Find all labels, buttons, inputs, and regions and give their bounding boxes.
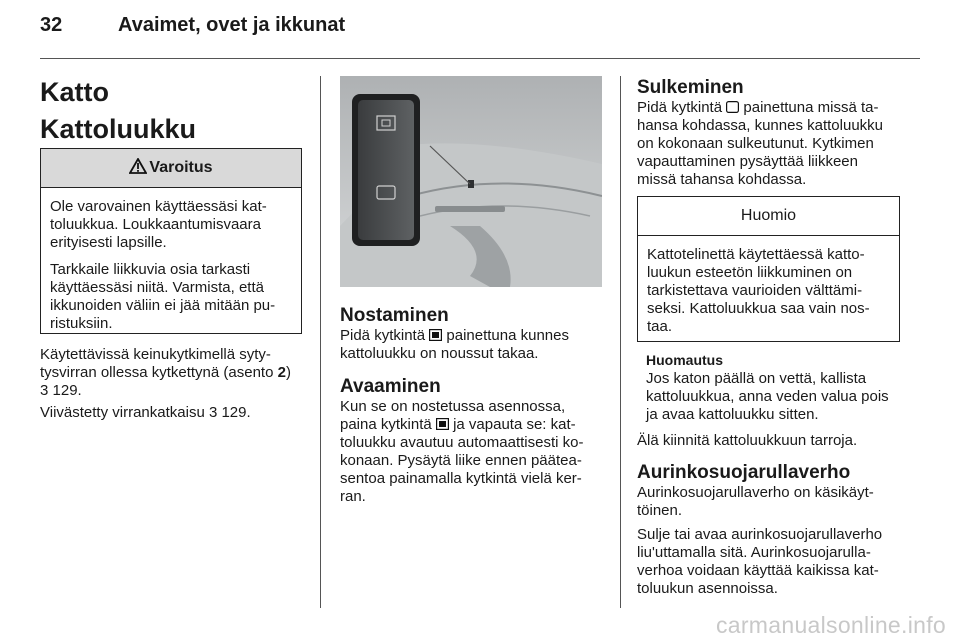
text-line: kattoluukkua, anna veden valua pois <box>646 388 889 405</box>
warning-line: toluukkua. Loukkaantumisvaara <box>50 216 261 233</box>
sulkeminen-text <box>637 99 922 189</box>
note-box <box>637 196 900 342</box>
warning-line: käyttäessäsi niitä. Varmista, että <box>50 279 264 296</box>
text-line: tysvirran ollessa kytkettynä (asento <box>40 364 278 381</box>
text-line: taa. <box>647 318 673 335</box>
text-line: missä tahansa kohdassa. <box>637 171 807 188</box>
text-line: toluukku avautuu automaattisesti ko- <box>340 434 584 451</box>
column-divider-1 <box>320 76 321 608</box>
page-reference-link[interactable]: 3 129. <box>40 382 82 399</box>
sticker-warning-text: Älä kiinnitä kattoluukkuun tarroja. <box>637 432 858 449</box>
text-line: konaan. Pysäytä liike ennen päätea- <box>340 452 582 469</box>
avaaminen-heading: Avaaminen <box>340 376 441 397</box>
sunblind-text-1 <box>637 484 922 520</box>
paragraph-rocker-switch <box>40 346 315 400</box>
warning-line: ristuksiin. <box>50 315 113 332</box>
text-line: töinen. <box>637 502 683 519</box>
warning-line: Tarkkaile liikkuvia osia tarkasti <box>50 261 251 278</box>
text-line: Sulje tai avaa aurinkosuojarullaverho <box>637 526 883 543</box>
text-line: paina kytkintä <box>340 416 432 433</box>
sunblind-heading: Aurinkosuojarullaverho <box>637 462 851 483</box>
warning-paragraph-2 <box>50 261 292 333</box>
warning-body <box>41 188 301 342</box>
sunblind-text-2 <box>637 526 922 598</box>
avaaminen-text <box>340 398 615 506</box>
tilt-switch-icon <box>429 329 442 341</box>
text-line: on kokonaan sulkeutunut. Kytkimen <box>637 135 874 152</box>
text-line: painettuna missä ta- <box>743 99 879 116</box>
text-line: hansa kohdassa, kunnes kattoluukku <box>637 117 883 134</box>
warning-title: Varoitus <box>149 159 213 176</box>
header-divider <box>40 58 920 59</box>
remark-text <box>646 370 926 424</box>
remark-heading: Huomautus <box>646 352 723 368</box>
chapter-heading: Katto <box>40 77 109 107</box>
nostaminen-heading: Nostaminen <box>340 305 449 326</box>
text-line: kattoluukku on noussut takaa. <box>340 345 539 362</box>
warning-line: ikkunoiden väliin ei jää mitään pu- <box>50 297 276 314</box>
warning-box <box>40 148 302 334</box>
note-body <box>638 236 899 345</box>
warning-paragraph-1 <box>50 198 292 252</box>
text-line: ja vapauta se: kat- <box>453 416 576 433</box>
section-heading: Kattoluukku <box>40 114 197 144</box>
text-line: verhoa voidaan käyttää kaikissa kat- <box>637 562 879 579</box>
text-line: ) <box>285 364 291 381</box>
warning-header <box>41 149 301 188</box>
position-number: 2 <box>277 364 286 381</box>
warning-triangle-icon <box>129 158 147 174</box>
text-line: Jos katon päällä on vettä, kallista <box>646 370 867 387</box>
roof-switch-photo <box>340 76 602 287</box>
column-divider-2 <box>620 76 621 608</box>
text-line: Käytettävissä keinukytkimellä syty- <box>40 346 271 363</box>
watermark: carmanualsonline.info <box>715 612 946 638</box>
text-line: Kun se on nostetussa asennossa, <box>340 398 566 415</box>
text-line: liu'uttamalla sitä. Aurinkosuojarulla- <box>637 544 871 561</box>
text-line: painettuna kunnes <box>446 327 569 344</box>
warning-line: erityisesti lapsille. <box>50 234 167 251</box>
text-line: seksi. Kattoluukkua saa vain nos- <box>647 300 870 317</box>
text-line: Aurinkosuojarullaverho on käsikäyt- <box>637 484 874 501</box>
text-line: toluukun asennoissa. <box>637 580 778 597</box>
text-line: ja avaa kattoluukku sitten. <box>646 406 819 423</box>
tilt-switch-icon <box>436 418 449 430</box>
text-line: Pidä kytkintä <box>340 327 426 344</box>
text-line: vapauttaminen pysäyttää liikkeen <box>637 153 858 170</box>
text-line: ran. <box>340 488 366 505</box>
sulkeminen-heading: Sulkeminen <box>637 77 744 98</box>
page-reference-link[interactable]: Viivästetty virrankatkaisu 3 129. <box>40 404 251 421</box>
nostaminen-text <box>340 327 615 363</box>
section-title: Avaimet, ovet ja ikkunat <box>118 14 346 36</box>
close-switch-icon <box>726 101 739 113</box>
warning-line: Ole varovainen käyttäessäsi kat- <box>50 198 267 215</box>
text-line: Kattotelinettä käytettäessä katto- <box>647 246 865 263</box>
text-line: luukun esteetön liikkuminen on <box>647 264 853 281</box>
text-line: sentoa painamalla kytkintä vielä ker- <box>340 470 582 487</box>
text-line: tarkistettava vaurioiden välttämi- <box>647 282 863 299</box>
text-line: Pidä kytkintä <box>637 99 723 116</box>
roof-switch-illustration <box>340 76 602 287</box>
note-header: Huomio <box>638 197 899 236</box>
page-number: 32 <box>40 14 63 36</box>
